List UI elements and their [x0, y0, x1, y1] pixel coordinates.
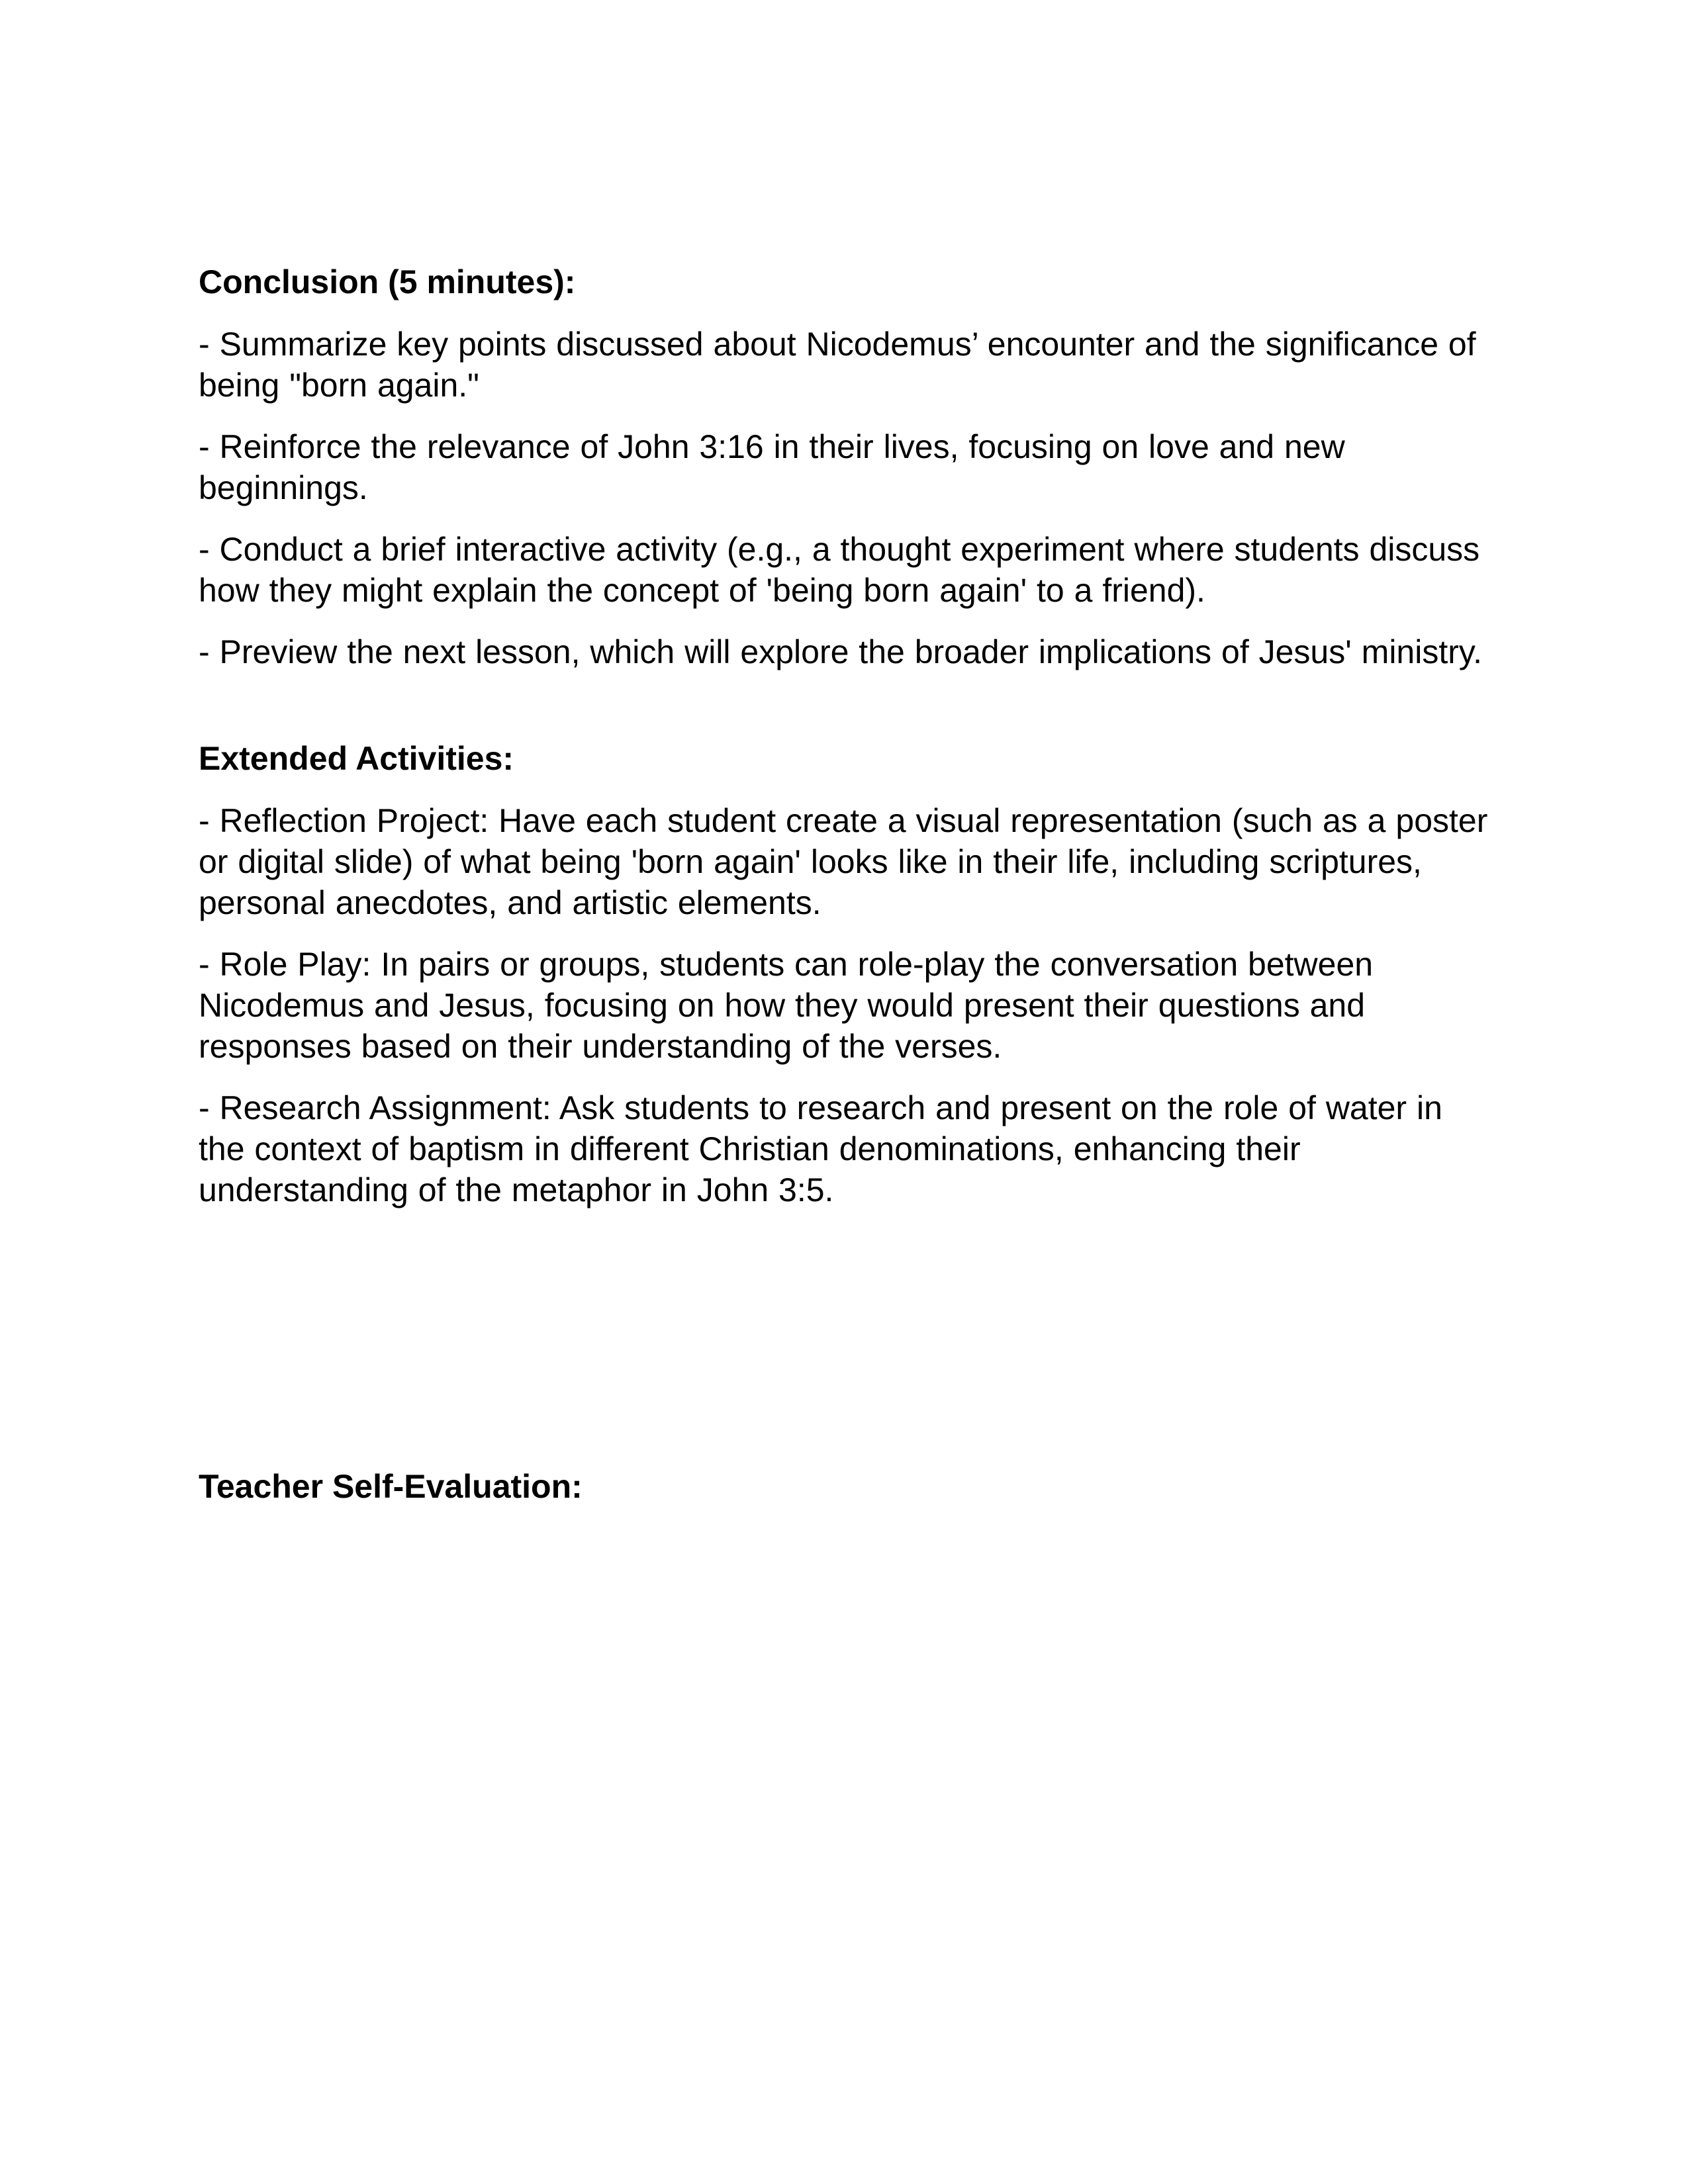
- section-teacher-self-evaluation: [199, 1466, 1489, 1507]
- paragraph-role-play: - Role Play: In pairs or groups, students can role-play the conversation between Nicodemus and Jesus, focusing on how they would present their questions and responses based on their understanding of the verses.: [199, 946, 1374, 1065]
- section-conclusion: [199, 261, 1489, 672]
- paragraph-summarize-key-points: - Summarize key points discussed about Nicodemus’ encounter and the significance of being "born again.": [199, 326, 1476, 404]
- section-heading-extended-activities: Extended Activities:: [199, 740, 514, 777]
- section-heading-teacher-self-evaluation: Teacher Self-Evaluation:: [199, 1468, 583, 1505]
- paragraph-reinforce-relevance: - Reinforce the relevance of John 3:16 in their lives, focusing on love and new beginnings.: [199, 428, 1345, 506]
- paragraph-conduct-activity: - Conduct a brief interactive activity (e.g., a thought experiment where students discuss how they might explain the concept of 'being born again' to a friend).: [199, 531, 1480, 609]
- paragraph-reflection-project: - Reflection Project: Have each student create a visual representation (such as a poster or digital slide) of what being 'born again' looks like in their life, including scriptures, personal anecdotes, and artistic elements.: [199, 802, 1488, 921]
- section-heading-conclusion: Conclusion (5 minutes):: [199, 263, 576, 300]
- paragraph-research-assignment: - Research Assignment: Ask students to research and present on the role of water in the context of baptism in different Christian denominations, enhancing their understanding of the metaphor in John 3:5.: [199, 1089, 1442, 1208]
- section-extended-activities: [199, 738, 1489, 1210]
- paragraph-preview-next-lesson: - Preview the next lesson, which will explore the broader implications of Jesus' ministry.: [199, 633, 1483, 670]
